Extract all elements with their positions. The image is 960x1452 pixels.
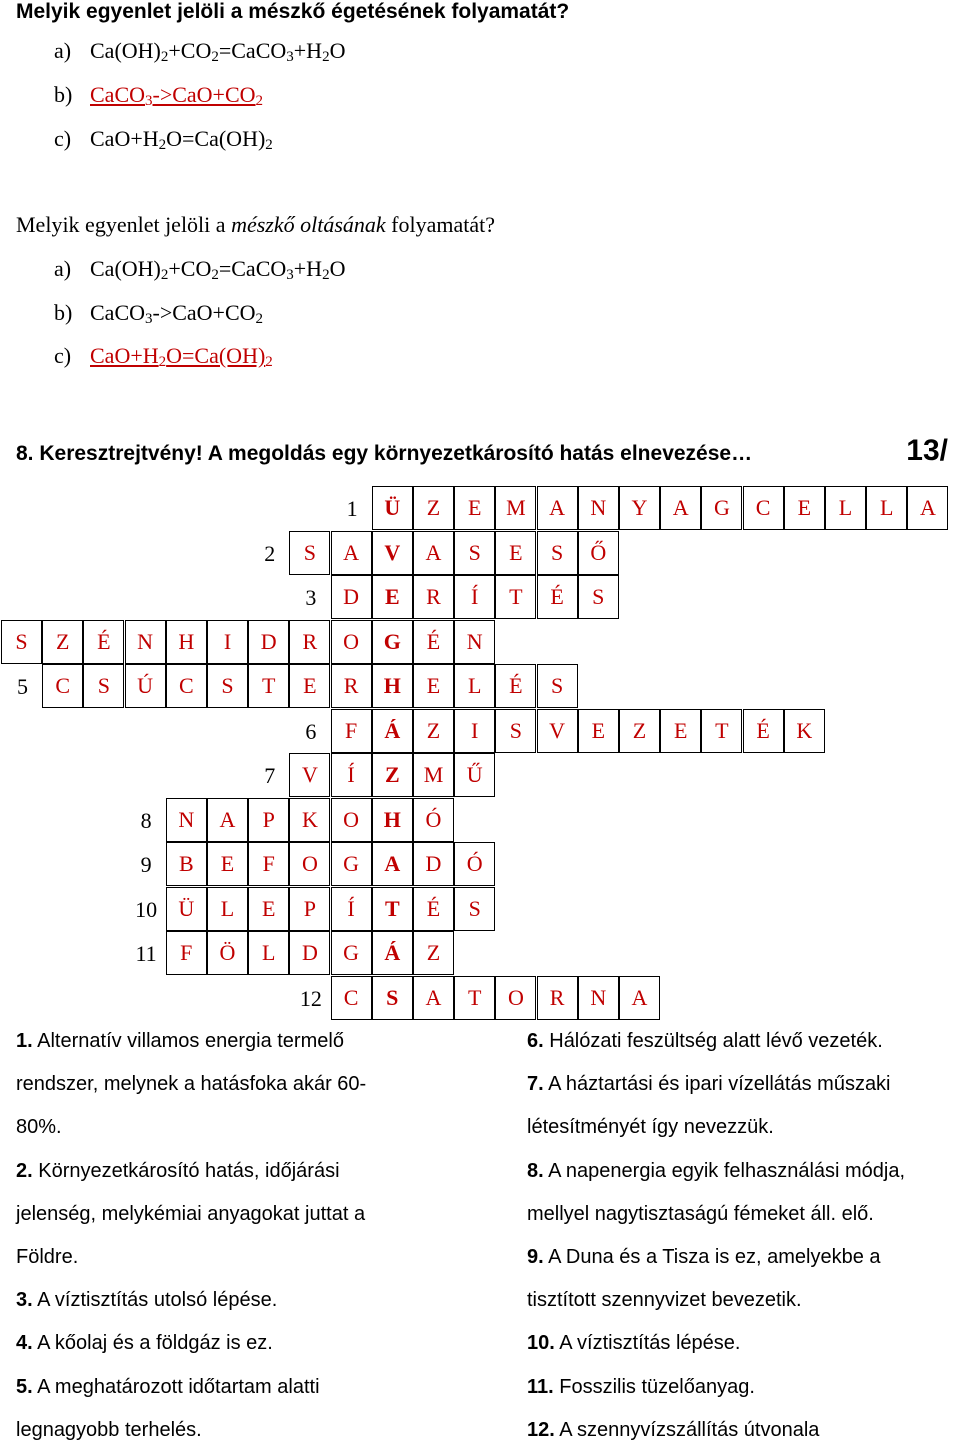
clue-line: [527, 1150, 960, 1193]
clue-line: [527, 1193, 960, 1236]
crossword-row-number: 12: [299, 985, 322, 1011]
clue-text: A víztisztítás utolsó lépése.: [32, 1289, 278, 1312]
question-2-title: Melyik egyenlet jelöli a mészkő oltásának folyamatát?: [16, 212, 495, 237]
crossword-cell: B: [166, 842, 207, 886]
clue-number: 3.: [16, 1289, 33, 1312]
clue-text: rendszer, melynek a hatásfoka akár 60-: [16, 1073, 367, 1096]
clue-line: [16, 1279, 456, 1322]
crossword-cell: É: [743, 709, 784, 753]
clue-text: létesítményét így nevezzük.: [527, 1116, 774, 1139]
clue-line: [527, 1236, 960, 1279]
crossword-cell: O: [495, 976, 536, 1020]
clue-number: 9.: [527, 1246, 544, 1269]
clue-number: 11.: [527, 1375, 554, 1398]
clue-number: 10.: [527, 1332, 555, 1355]
crossword-cell: R: [331, 664, 372, 708]
crossword-cell: H: [166, 620, 207, 664]
crossword-cell: A: [413, 531, 454, 575]
crossword-cell: C: [331, 976, 372, 1020]
crossword-cell: R: [537, 976, 578, 1020]
crossword-cell: A: [660, 486, 701, 530]
crossword-row-number: 3: [305, 585, 317, 610]
clue-line: [527, 1279, 960, 1322]
clue-text: 80%.: [16, 1116, 62, 1139]
clue-number: 8.: [527, 1159, 544, 1182]
crossword-cell: L: [248, 931, 289, 975]
crossword-cell: A: [619, 976, 660, 1020]
crossword-cell: E: [413, 664, 454, 708]
crossword-cell: E: [495, 531, 536, 575]
clue-number: 1.: [16, 1030, 33, 1052]
crossword-cell: L: [207, 887, 248, 931]
clue-line: [16, 1150, 456, 1193]
crossword-cell: E: [784, 486, 825, 530]
clue-line: [16, 1106, 456, 1149]
clue-text: tisztított szennyvizet bevezetik.: [527, 1289, 802, 1312]
crossword-cell: Í: [331, 887, 372, 931]
crossword-cell: S: [289, 531, 330, 575]
crossword-cell: O: [331, 620, 372, 664]
crossword-cell: Í: [331, 753, 372, 797]
clue-line: [16, 1322, 456, 1365]
crossword-cell: O: [289, 842, 330, 886]
clue-line: [16, 1020, 456, 1063]
crossword-row-number: 2: [264, 540, 276, 566]
crossword-cell: M: [495, 486, 536, 530]
clue-text: A víztisztítás lépése.: [554, 1332, 741, 1355]
clue-text: A kőolaj és a földgáz is ez.: [32, 1332, 273, 1355]
crossword-cell: I: [207, 620, 248, 664]
crossword-cell: É: [83, 620, 124, 664]
crossword-cell: M: [413, 753, 454, 797]
clue-text: A Duna és a Tisza is ez, amelyekbe a: [543, 1246, 881, 1269]
crossword-solution-cell: H: [372, 798, 413, 842]
crossword-cell: E: [660, 709, 701, 753]
option-label: c): [54, 126, 72, 151]
crossword-cell: L: [825, 486, 866, 530]
crossword-solution-cell: E: [372, 575, 413, 619]
crossword-cell: E: [289, 664, 330, 708]
crossword-cell: C: [166, 664, 207, 708]
clue-text: mellyel nagytisztaságú fémeket áll. elő.: [527, 1202, 874, 1225]
crossword-cell: Ó: [454, 842, 495, 886]
crossword-cell: S: [454, 887, 495, 931]
clues-left-column: [16, 1020, 456, 1452]
crossword-cell: S: [1, 620, 42, 664]
crossword-cell: T: [454, 976, 495, 1020]
crossword-solution-cell: Ü: [372, 486, 413, 530]
option-label: b): [54, 300, 73, 325]
clue-text: Környezetkárosító hatás, időjárási: [32, 1159, 340, 1182]
crossword-cell: É: [413, 887, 454, 931]
crossword-cell: S: [454, 531, 495, 575]
crossword-cell: L: [454, 664, 495, 708]
crossword-cell: R: [289, 620, 330, 664]
clue-line: [527, 1020, 960, 1063]
crossword-cell: K: [289, 798, 330, 842]
crossword-cell: A: [413, 976, 454, 1020]
clue-text: Hálózati feszültség alatt lévő vezeték.: [543, 1030, 883, 1052]
crossword-solution-cell: A: [372, 842, 413, 886]
crossword-solution-cell: G: [372, 620, 413, 664]
crossword-row-number: 1: [346, 496, 358, 521]
crossword-cell: Ö: [207, 931, 248, 975]
option-label: b): [54, 82, 73, 107]
correct-answer-formula: $CaCO_3->CaO+CO_2$: [90, 82, 264, 109]
crossword-row-number: 7: [264, 763, 276, 788]
crossword-cell: É: [413, 620, 454, 664]
crossword-cell: G: [701, 486, 742, 530]
crossword-cell: E: [207, 842, 248, 886]
clue-line: [16, 1063, 456, 1106]
crossword-cell: I: [454, 709, 495, 753]
clue-line: [527, 1366, 960, 1409]
clue-number: 12.: [527, 1418, 555, 1441]
crossword-cell: T: [701, 709, 742, 753]
option-formula: $Ca(OH)_2+CO_2=CaCO_3+H_2O$: [90, 256, 346, 283]
clue-line: [527, 1106, 960, 1149]
crossword-cell: Ű: [454, 753, 495, 797]
crossword-cell: S: [578, 575, 619, 619]
clue-text: A háztartási és ipari vízellátás műszaki: [543, 1073, 891, 1096]
crossword-cell: G: [331, 931, 372, 975]
crossword-row-number: 6: [305, 718, 317, 744]
crossword-cell: Ü: [166, 887, 207, 931]
crossword-score: 13/: [906, 434, 948, 467]
crossword-cell: E: [248, 887, 289, 931]
clue-text: legnagyobb terhelés.: [16, 1418, 202, 1441]
crossword-row-number: 8: [140, 807, 152, 833]
crossword-cell: Y: [619, 486, 660, 530]
crossword-solution-cell: V: [372, 531, 413, 575]
clue-line: [527, 1063, 960, 1106]
clue-line: [16, 1366, 456, 1409]
crossword-solution-cell: S: [372, 976, 413, 1020]
crossword-cell: Z: [42, 620, 83, 664]
clue-line: [16, 1236, 456, 1279]
clues-right-column: [527, 1020, 960, 1452]
crossword-cell: A: [537, 486, 578, 530]
clue-line: [527, 1322, 960, 1365]
crossword-cell: F: [166, 931, 207, 975]
crossword-cell: É: [495, 664, 536, 708]
crossword-cell: S: [207, 664, 248, 708]
clue-number: 7.: [527, 1073, 544, 1096]
crossword-cell: Z: [413, 931, 454, 975]
crossword-cell: S: [495, 709, 536, 753]
clue-number: 5.: [16, 1375, 33, 1398]
crossword-cell: N: [166, 798, 207, 842]
crossword-row-number: 9: [140, 852, 152, 877]
crossword-cell: S: [83, 664, 124, 708]
crossword-cell: Í: [454, 575, 495, 619]
crossword-cell: P: [248, 798, 289, 842]
option-label: a): [54, 256, 72, 281]
crossword-cell: V: [289, 753, 330, 797]
crossword-cell: C: [42, 664, 83, 708]
crossword-cell: O: [331, 798, 372, 842]
crossword-cell: D: [289, 931, 330, 975]
clue-text: Alternatív villamos energia termelő: [32, 1030, 344, 1052]
crossword-cell: F: [248, 842, 289, 886]
crossword-solution-cell: Z: [372, 753, 413, 797]
crossword-cell: D: [248, 620, 289, 664]
crossword-cell: A: [207, 798, 248, 842]
crossword-cell: N: [578, 486, 619, 530]
clue-text: Földre.: [16, 1246, 79, 1269]
crossword-cell: L: [866, 486, 907, 530]
clue-line: [16, 1193, 456, 1236]
option-formula: $CaCO_3->CaO+CO_2$: [90, 300, 264, 327]
option-label: c): [54, 343, 72, 368]
clue-number: 4.: [16, 1332, 33, 1355]
clue-number: 2.: [16, 1159, 33, 1182]
crossword-cell: S: [537, 664, 578, 708]
crossword-cell: Z: [413, 486, 454, 530]
crossword-cell: A: [331, 531, 372, 575]
crossword-cell: Ó: [413, 798, 454, 842]
crossword-cell: T: [495, 575, 536, 619]
question-1-title: Melyik egyenlet jelöli a mészkő égetésének folyamatát?: [16, 0, 570, 23]
clue-text: A meghatározott időtartam alatti: [32, 1375, 320, 1398]
crossword-solution-cell: Á: [372, 931, 413, 975]
crossword-cell: V: [537, 709, 578, 753]
crossword-cell: D: [413, 842, 454, 886]
crossword-solution-cell: H: [372, 664, 413, 708]
crossword-cell: G: [331, 842, 372, 886]
crossword-cell: Ú: [125, 664, 166, 708]
crossword-cell: Ő: [578, 531, 619, 575]
crossword-cell: F: [331, 709, 372, 753]
crossword-cell: T: [248, 664, 289, 708]
crossword-cell: Z: [619, 709, 660, 753]
crossword-cell: N: [125, 620, 166, 664]
clue-number: 6.: [527, 1030, 544, 1052]
crossword-cell: D: [331, 575, 372, 619]
question-2-emphasis: mészkő oltásának: [231, 212, 386, 237]
crossword-cell: N: [578, 976, 619, 1020]
crossword-solution-cell: Á: [372, 709, 413, 753]
crossword-row-number: 11: [135, 941, 157, 966]
crossword-cell: A: [907, 486, 948, 530]
crossword-cell: R: [413, 575, 454, 619]
crossword-cell: S: [537, 531, 578, 575]
crossword-cell: E: [454, 486, 495, 530]
crossword-solution-cell: T: [372, 887, 413, 931]
crossword-cell: É: [537, 575, 578, 619]
clue-text: A napenergia egyik felhasználási módja,: [543, 1159, 906, 1182]
crossword-cell: N: [454, 620, 495, 664]
clue-text: Fosszilis tüzelőanyag.: [553, 1375, 755, 1398]
crossword-cell: P: [289, 887, 330, 931]
crossword-row-number: 5: [17, 674, 28, 699]
crossword-row-number: 10: [135, 896, 158, 922]
crossword-cell: Z: [413, 709, 454, 753]
clue-text: jelenség, melykémiai anyagokat juttat a: [16, 1202, 366, 1225]
clue-text: A szennyvízszállítás útvonala: [554, 1418, 820, 1441]
crossword-title: 8. Keresztrejtvény! A megoldás egy környezetkárosító hatás elnevezése…: [16, 442, 753, 465]
crossword-cell: C: [743, 486, 784, 530]
correct-answer-formula: $CaO+H_2O=Ca(OH)_2$: [90, 343, 273, 370]
crossword-cell: K: [784, 709, 825, 753]
crossword-cell: E: [578, 709, 619, 753]
option-formula: $CaO+H_2O=Ca(OH)_2$: [90, 126, 273, 153]
option-label: a): [54, 38, 72, 63]
option-formula: $Ca(OH)_2+CO_2=CaCO_3+H_2O$: [90, 38, 346, 65]
